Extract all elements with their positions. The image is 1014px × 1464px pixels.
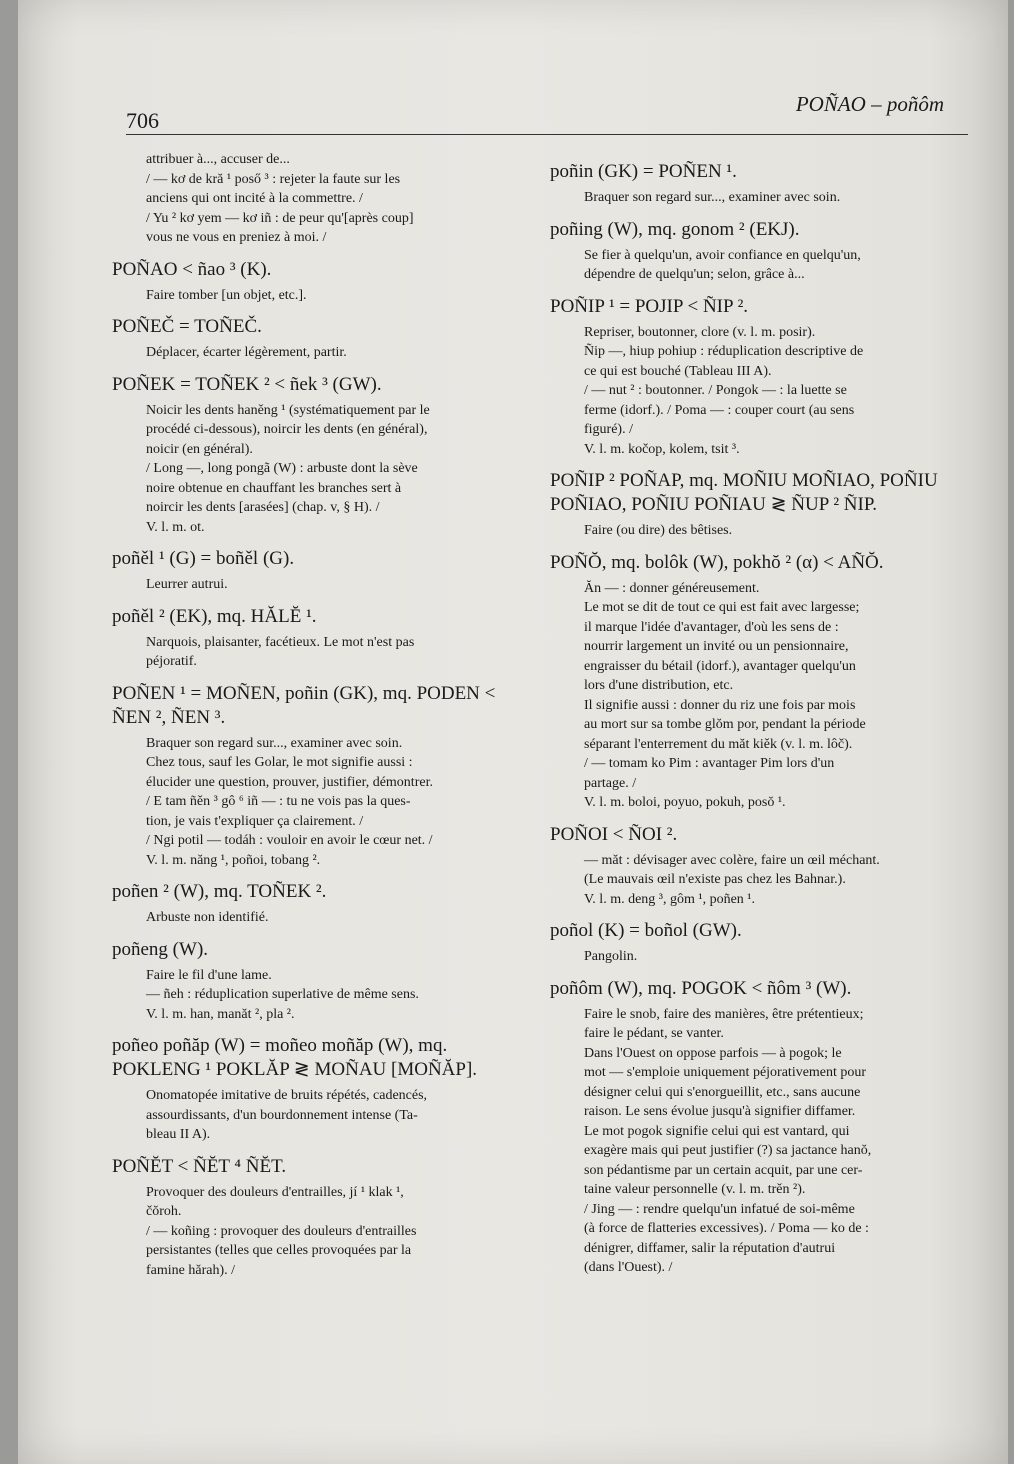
definition-line: Narquois, plaisanter, facétieux. Le mot n'est pas: [146, 634, 415, 650]
definition-line: Déplacer, écarter légèrement, partir.: [146, 345, 347, 360]
header-rule: [126, 134, 968, 135]
definition-line: Pangolin.: [584, 949, 638, 964]
definition-line: partage. /: [584, 775, 637, 791]
entry-headword: POÑĔT < ÑĔT ⁴ ÑĔT.: [112, 1155, 287, 1177]
definition-line: faire le pédant, se vanter.: [584, 1026, 724, 1041]
definition-line: désigner celui qui s'enorgueillit, etc., sans aucune: [584, 1084, 861, 1100]
dictionary-entry: [112, 880, 530, 928]
entry-definition: [112, 343, 530, 363]
definition-line: V. l. m. han, manăt ², pla ².: [146, 1006, 295, 1022]
definition-line: noircir les dents [arasées] (chap. v, § H). /: [146, 500, 380, 515]
definition-line: / — tomam ko Pim : avantager Pim lors d'un: [584, 756, 835, 771]
definition-line: Dans l'Ouest on oppose parfois — à pogok; le: [584, 1045, 842, 1061]
entry-definition: [550, 947, 960, 967]
definition-line: čŏroh.: [146, 1204, 182, 1219]
definition-line: — măt : dévisager avec colère, faire un œil méchant.: [584, 852, 880, 868]
definition-line: Le mot se dit de tout ce qui est fait avec largesse;: [584, 600, 860, 615]
entry-definition: [550, 1005, 960, 1278]
definition-line: noire obtenue en chauffant les branches sert à: [146, 480, 402, 496]
entry-definition: [550, 323, 960, 460]
definition-line: Braquer son regard sur..., examiner avec soin.: [584, 190, 841, 205]
definition-line: procédé ci-dessous), noircir les dents (en général),: [146, 422, 428, 437]
right-column: [550, 150, 960, 1286]
definition-line: ferme (idorf.). / Poma — : couper court (au sens: [584, 402, 855, 418]
dictionary-entry: [112, 1034, 530, 1145]
definition-line: persistantes (telles que celles provoquées par la: [146, 1243, 412, 1258]
dictionary-entry: [550, 469, 960, 541]
entry-definition: [550, 188, 960, 208]
definition-line: raison. Le sens évolue jusqu'à signifier diffamer.: [584, 1104, 856, 1119]
left-column: [112, 150, 530, 1288]
dictionary-entry: [112, 315, 530, 363]
definition-line: / — nut ² : boutonner. / Pongok — : la luette se: [584, 383, 847, 398]
definition-line: Faire (ou dire) des bêtises.: [584, 523, 733, 538]
definition-line: engraisser du bétail (idorf.), avantager quelqu'un: [584, 658, 856, 674]
entry-headword: POÑEN ¹ = MOÑEN, poñin (GK), mq. PODEN < ÑEN ², ÑEN ³.: [112, 682, 496, 728]
definition-line: au mort sur sa tombe glŏm por, pendant la période: [584, 717, 866, 732]
definition-line: mot — s'emploie uniquement péjorativement pour: [584, 1065, 867, 1080]
running-header: POÑAO – poñôm: [795, 92, 944, 116]
definition-line: Leurrer autrui.: [146, 577, 228, 592]
definition-line: Il signifie aussi : donner du riz une fois par mois: [584, 697, 856, 713]
definition-line: Chez tous, sauf les Golar, le mot signifie aussi :: [146, 755, 413, 770]
entry-headword: poñeo poñăp (W) = moñeo moñăp (W), mq. POKLENG ¹ POKLĂP ≷ MOÑAU [MOÑĂP].: [112, 1035, 478, 1080]
dictionary-entry: [112, 682, 530, 871]
definition-line: Faire le snob, faire des manières, être prétentieux;: [584, 1006, 864, 1022]
entry-headword: poñen ² (W), mq. TOÑEK ².: [112, 881, 327, 902]
definition-line: tion, je vais t'expliquer ça clairement. /: [146, 813, 364, 829]
entry-headword: POÑOI < ÑOI ².: [550, 823, 678, 845]
entry-definition: [550, 246, 960, 285]
entry-headword: POÑEK = TOÑEK ² < ñek ³ (GW).: [112, 373, 382, 395]
definition-line: famine hărah). /: [146, 1262, 236, 1278]
definition-line: / E tam ñěn ³ gô ⁶ iñ — : tu ne vois pas la ques-: [146, 794, 411, 809]
definition-line: assourdissants, d'un bourdonnement intense (Ta-: [146, 1107, 418, 1123]
definition-line: bleau II A).: [146, 1127, 211, 1142]
dictionary-entry: [550, 919, 960, 967]
entry-definition: [112, 575, 530, 595]
definition-line: (à force de flatteries excessives). / Poma — ko de :: [584, 1221, 869, 1236]
entry-headword: POÑIP ¹ = POJIP < ÑIP ².: [550, 295, 749, 317]
entry-headword: poñeng (W).: [112, 938, 209, 960]
entry-headword: poñěl ² (EK), mq. HĂLĔ ¹.: [112, 605, 317, 627]
entry-definition: [112, 734, 530, 871]
definition-line: V. l. m. boloi, poyuo, pokuh, posŏ ¹.: [584, 795, 786, 810]
dictionary-entry: [112, 373, 530, 538]
definition-line: Faire le fil d'une lame.: [146, 967, 272, 983]
entry-headword: POÑIP ² POÑAP, mq. MOÑIU MOÑIAO, POÑIU POÑIAO, POÑIU POÑIAU ≷ ÑUP ² ÑIP.: [550, 470, 938, 515]
entry-headword: poñol (K) = boñol (GW).: [550, 920, 742, 941]
definition-line: V. l. m. kočop, kolem, tsit ³.: [584, 441, 740, 457]
definition-line: dépendre de quelqu'un; selon, grâce à...: [584, 267, 805, 282]
entry-headword: POÑEČ = TOÑEČ.: [112, 316, 262, 337]
continuation-line: vous ne vous en preniez à moi. /: [146, 230, 327, 245]
entry-definition: [112, 966, 530, 1025]
entry-headword: POÑAO < ñao ³ (K).: [112, 258, 272, 280]
dictionary-entry: [112, 547, 530, 595]
dictionary-entry: [550, 551, 960, 813]
definition-line: V. l. m. deng ³, gôm ¹, poñen ¹.: [584, 891, 755, 907]
definition-line: (dans l'Ouest). /: [584, 1260, 673, 1275]
entry-headword: POÑŎ, mq. bolôk (W), pokhŏ ² (α) < AÑŎ.: [550, 551, 884, 573]
entry-definition: [112, 1183, 530, 1281]
definition-line: séparant l'enterrement du măt kiěk (v. l. m. lôč).: [584, 736, 853, 752]
page-number: 706: [126, 108, 159, 133]
definition-line: noicir (en général).: [146, 441, 253, 457]
continuation-line: anciens qui ont incité à la commettre. /: [146, 191, 363, 206]
entry-definition: [112, 908, 530, 928]
entry-definition: [112, 286, 530, 306]
continuation-line: attribuer à..., accuser de...: [146, 152, 290, 167]
definition-line: — ñeh : réduplication superlative de même sens.: [146, 987, 419, 1002]
definition-line: son pédantisme par un certain acquit, par une cer-: [584, 1162, 863, 1178]
definition-line: (Le mauvais œil n'existe pas chez les Bahnar.).: [584, 872, 846, 887]
definition-line: / Long —, long pongã (W) : arbuste dont la sève: [146, 461, 418, 476]
definition-line: il marque l'idée d'avantager, d'où les sens de :: [584, 619, 839, 635]
definition-line: nourrir largement un invité ou un pensionnaire,: [584, 639, 849, 654]
entry-definition: [550, 579, 960, 813]
entry-headword: poñing (W), mq. gonom ² (EKJ).: [550, 218, 800, 240]
definition-line: V. l. m. ot.: [146, 519, 205, 535]
definition-line: Provoquer des douleurs d'entrailles, jí ¹ klak ¹,: [146, 1184, 404, 1200]
entry-definition: [112, 1086, 530, 1145]
definition-line: Arbuste non identifié.: [146, 910, 269, 925]
definition-line: figuré). /: [584, 422, 633, 437]
dictionary-entry: [112, 1155, 530, 1281]
definition-line: Braquer son regard sur..., examiner avec soin.: [146, 735, 403, 751]
entry-headword: poñěl ¹ (G) = boñěl (G).: [112, 548, 295, 569]
definition-line: Le mot pogok signifie celui qui est vantard, qui: [584, 1123, 850, 1139]
entry-definition: [550, 851, 960, 910]
definition-line: Se fier à quelqu'un, avoir confiance en quelqu'un,: [584, 247, 861, 263]
continuation-text: [112, 150, 530, 248]
definition-line: exagère mais qui peut justifier (?) sa jactance hanŏ,: [584, 1143, 872, 1158]
definition-line: taine valeur personnelle (v. l. m. trěn ²).: [584, 1182, 806, 1197]
definition-line: / Ngi potil — todáh : vouloir en avoir le cœur net. /: [146, 833, 433, 848]
dictionary-entry: [112, 605, 530, 672]
dictionary-entry: [550, 295, 960, 460]
definition-line: / — koñing : provoquer des douleurs d'entrailles: [146, 1223, 417, 1239]
dictionary-entry: [550, 218, 960, 285]
definition-line: lors d'une distribution, etc.: [584, 678, 734, 693]
definition-line: Noicir les dents haněng ¹ (systématiquement par le: [146, 402, 430, 418]
entry-definition: [112, 401, 530, 538]
definition-line: élucider une question, prouver, justifier, démontrer.: [146, 774, 433, 790]
definition-line: V. l. m. năng ¹, poñoi, tobang ².: [146, 852, 321, 868]
definition-line: péjoratif.: [146, 654, 197, 669]
entry-definition: [112, 633, 530, 672]
definition-line: Ăn — : donner généreusement.: [584, 580, 760, 596]
definition-line: Ñip —, hiup pohiup : réduplication descriptive de: [584, 344, 864, 359]
dictionary-entry: [550, 823, 960, 910]
continuation-line: / Yu ² kơ yem — kơ iñ : de peur qu'[après coup]: [146, 210, 414, 226]
definition-line: Onomatopée imitative de bruits répétés, cadencés,: [146, 1088, 428, 1103]
dictionary-entry: [112, 258, 530, 306]
dictionary-entry: [550, 160, 960, 208]
dictionary-entry: [112, 938, 530, 1025]
definition-line: Faire tomber [un objet, etc.].: [146, 287, 307, 303]
definition-line: / Jing — : rendre quelqu'un infatué de soi-même: [584, 1201, 855, 1217]
entry-headword: poñin (GK) = POÑEN ¹.: [550, 161, 737, 182]
dictionary-entry: [550, 977, 960, 1278]
entry-definition: [550, 521, 960, 541]
definition-line: ce qui est bouché (Tableau III A).: [584, 363, 772, 379]
definition-line: dénigrer, diffamer, salir la réputation d'autrui: [584, 1240, 836, 1256]
definition-line: Repriser, boutonner, clore (v. l. m. posir).: [584, 324, 816, 340]
entry-headword: poñôm (W), mq. POGOK < ñôm ³ (W).: [550, 977, 852, 999]
continuation-line: / — kơ de kră ¹ poső ³ : rejeter la faute sur les: [146, 171, 401, 187]
